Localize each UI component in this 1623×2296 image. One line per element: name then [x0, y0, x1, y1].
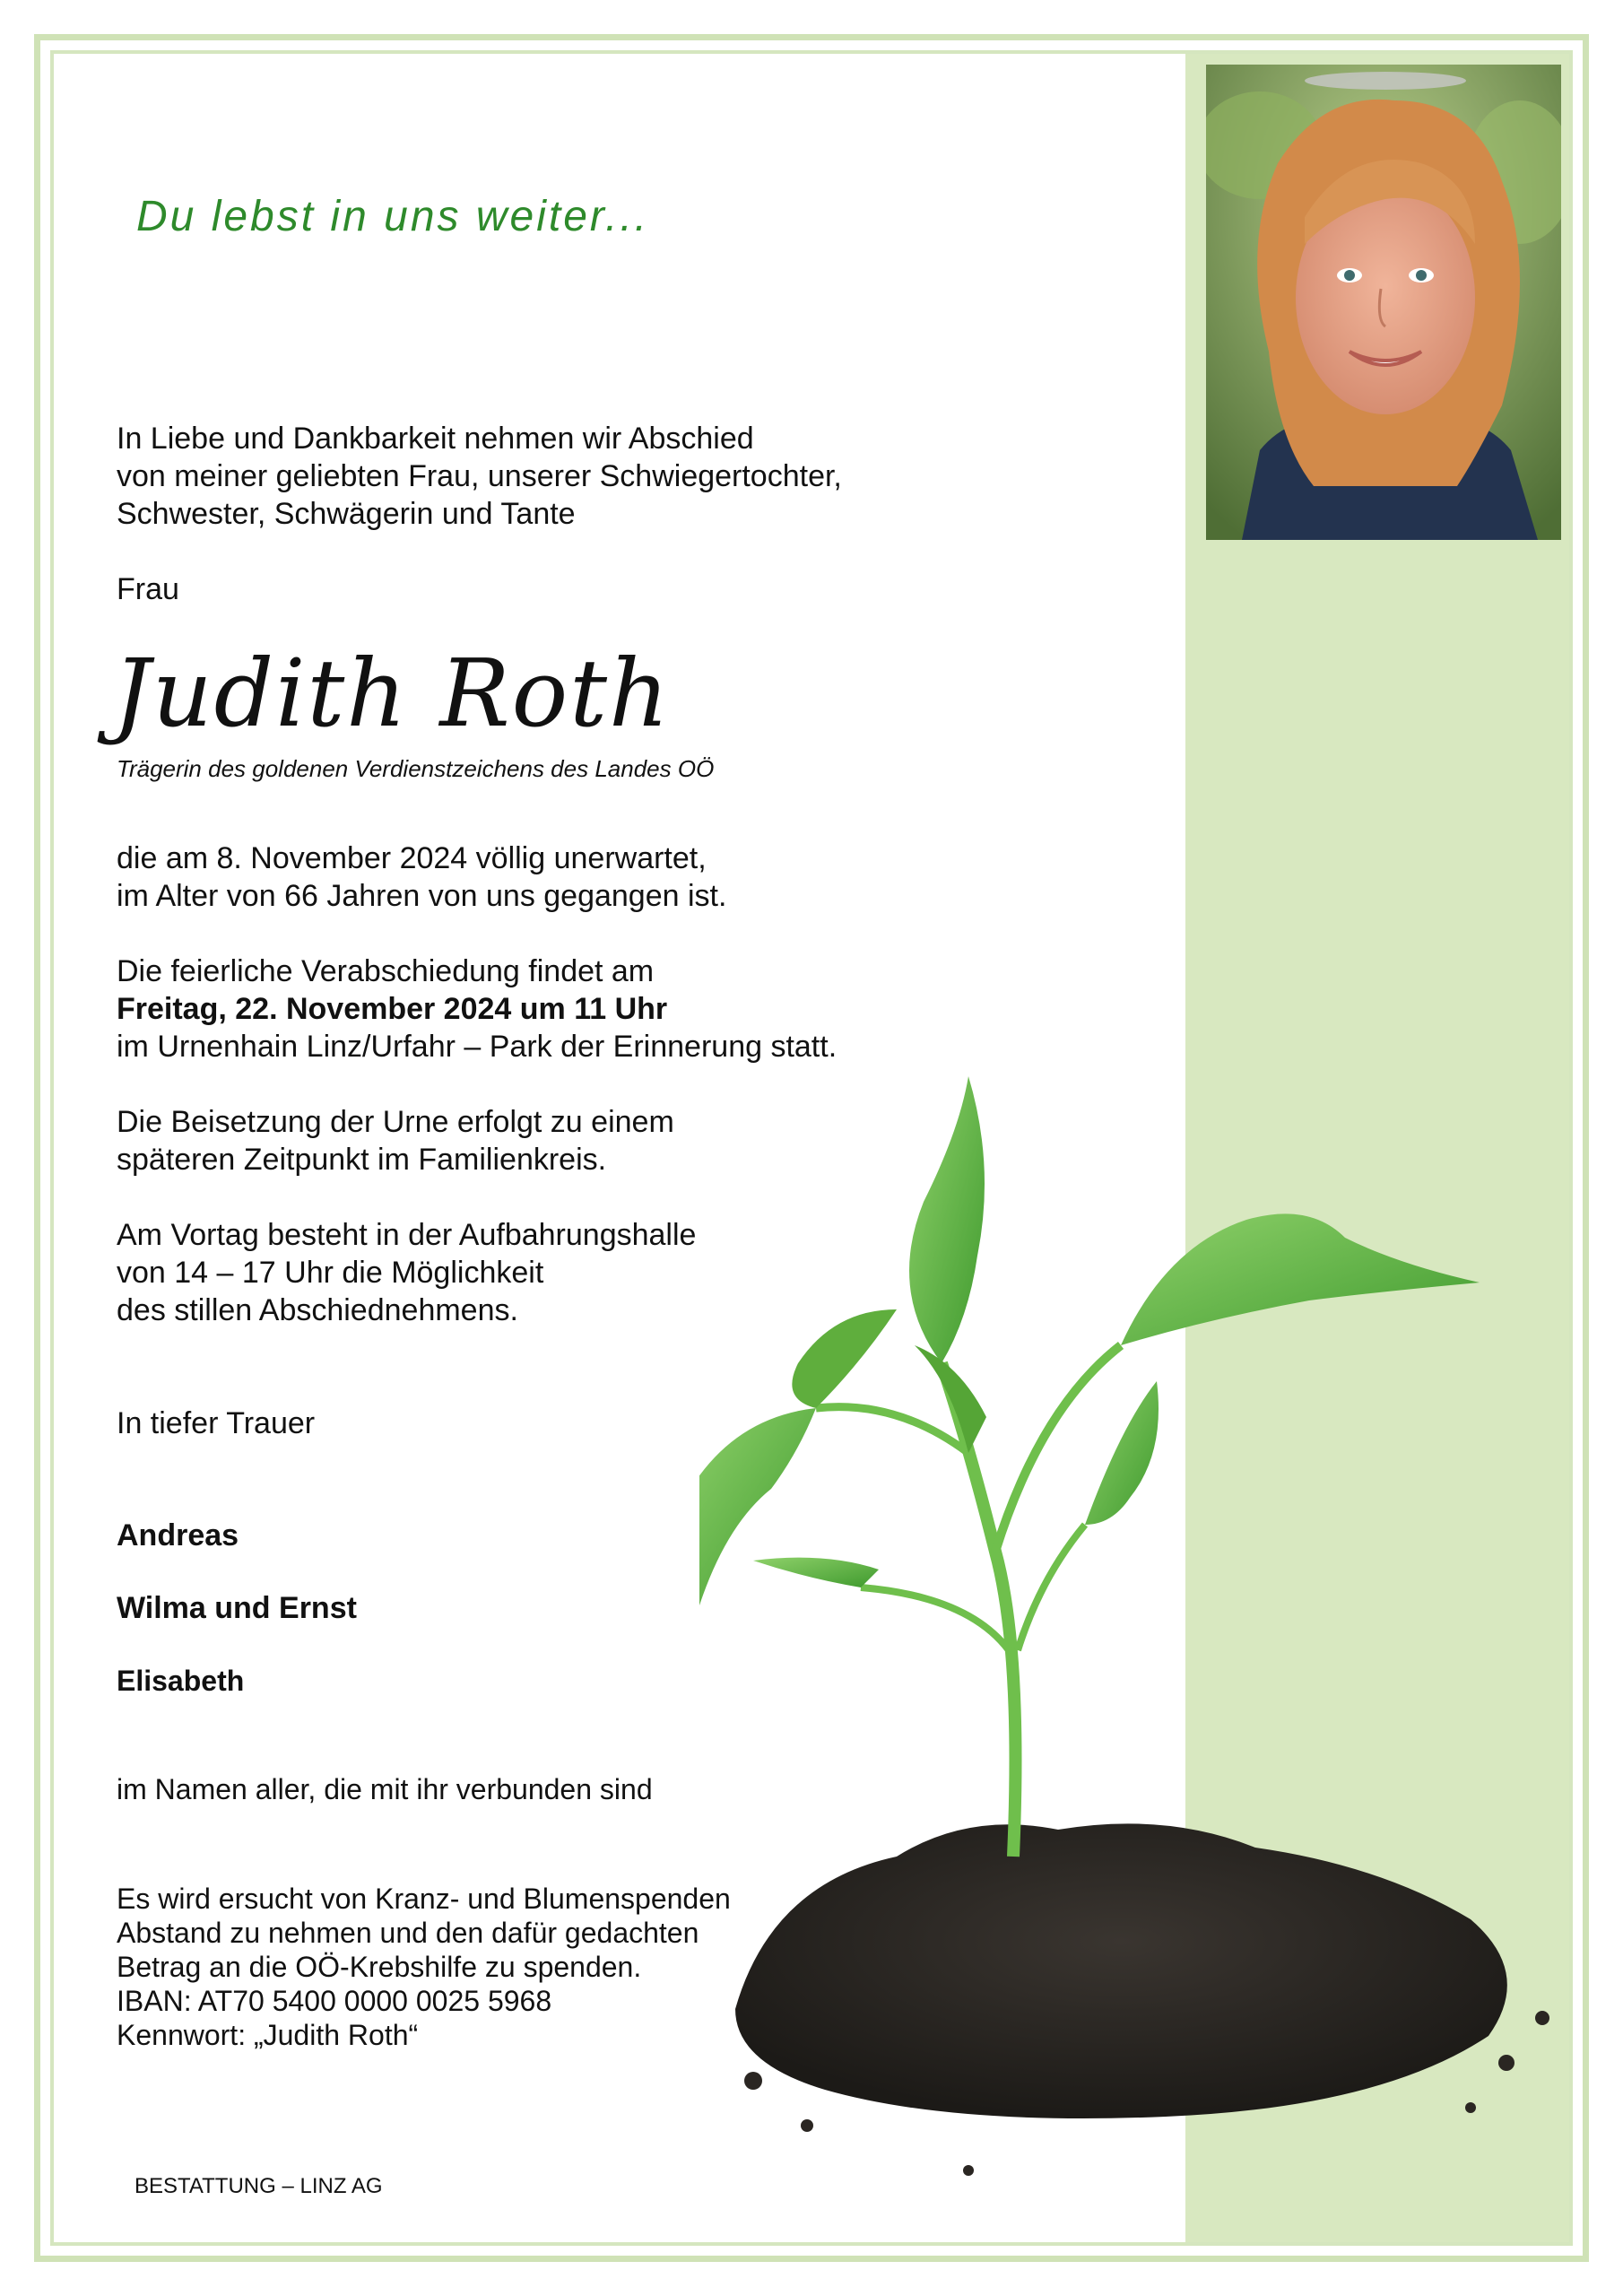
donation-line: Abstand zu nehmen und den dafür gedachten	[117, 1917, 699, 1949]
burial-info	[117, 1103, 674, 1178]
funeral-company: BESTATTUNG – LINZ AG	[135, 2174, 383, 2198]
donation-line: Es wird ersucht von Kranz- und Blumenspenden	[117, 1883, 731, 1915]
intro-line: von meiner geliebten Frau, unserer Schwiegertochter,	[117, 459, 842, 493]
motto-heading: Du lebst in uns weiter...	[136, 193, 650, 240]
deceased-name: Judith Roth	[113, 639, 672, 748]
on-behalf-line: im Namen aller, die mit ihr verbunden sind	[117, 1773, 653, 1805]
farewell-date: Freitag, 22. November 2024 um 11 Uhr	[117, 992, 668, 1026]
mourner-name: Elisabeth	[117, 1665, 245, 1697]
death-line: im Alter von 66 Jahren von uns gegangen ist.	[117, 879, 727, 913]
mourning-line: In tiefer Trauer	[117, 1406, 316, 1440]
farewell-info	[117, 952, 837, 1065]
donation-keyword: Kennwort: „Judith Roth“	[117, 2019, 419, 2051]
donation-iban: IBAN: AT70 5400 0000 0025 5968	[117, 1985, 552, 2017]
mourner-name: Wilma und Ernst	[117, 1591, 357, 1625]
mourner-name: Andreas	[117, 1518, 239, 1552]
farewell-line: im Urnenhain Linz/Urfahr – Park der Erinnerung statt.	[117, 1030, 838, 1064]
intro-text	[117, 420, 842, 533]
viewing-line: von 14 – 17 Uhr die Möglichkeit	[117, 1256, 544, 1290]
portrait-photo	[1206, 65, 1561, 540]
burial-line: späteren Zeitpunkt im Familienkreis.	[117, 1143, 607, 1177]
viewing-line: des stillen Abschiednehmens.	[117, 1293, 518, 1327]
honor-subtitle: Trägerin des goldenen Verdienstzeichens des Landes OÖ	[117, 755, 715, 782]
farewell-line: Die feierliche Verabschiedung findet am	[117, 954, 655, 988]
salutation: Frau	[117, 572, 179, 606]
death-notice	[117, 839, 726, 915]
death-line: die am 8. November 2024 völlig unerwartet,	[117, 841, 707, 875]
burial-line: Die Beisetzung der Urne erfolgt zu einem	[117, 1105, 674, 1139]
donation-request	[117, 1882, 731, 2052]
viewing-line: Am Vortag besteht in der Aufbahrungshalle	[117, 1218, 697, 1252]
intro-line: Schwester, Schwägerin und Tante	[117, 497, 576, 531]
viewing-info	[117, 1216, 696, 1329]
seedling-illustration	[699, 1022, 1560, 2242]
intro-line: In Liebe und Dankbarkeit nehmen wir Abschied	[117, 422, 754, 456]
donation-line: Betrag an die OÖ-Krebshilfe zu spenden.	[117, 1951, 642, 1983]
